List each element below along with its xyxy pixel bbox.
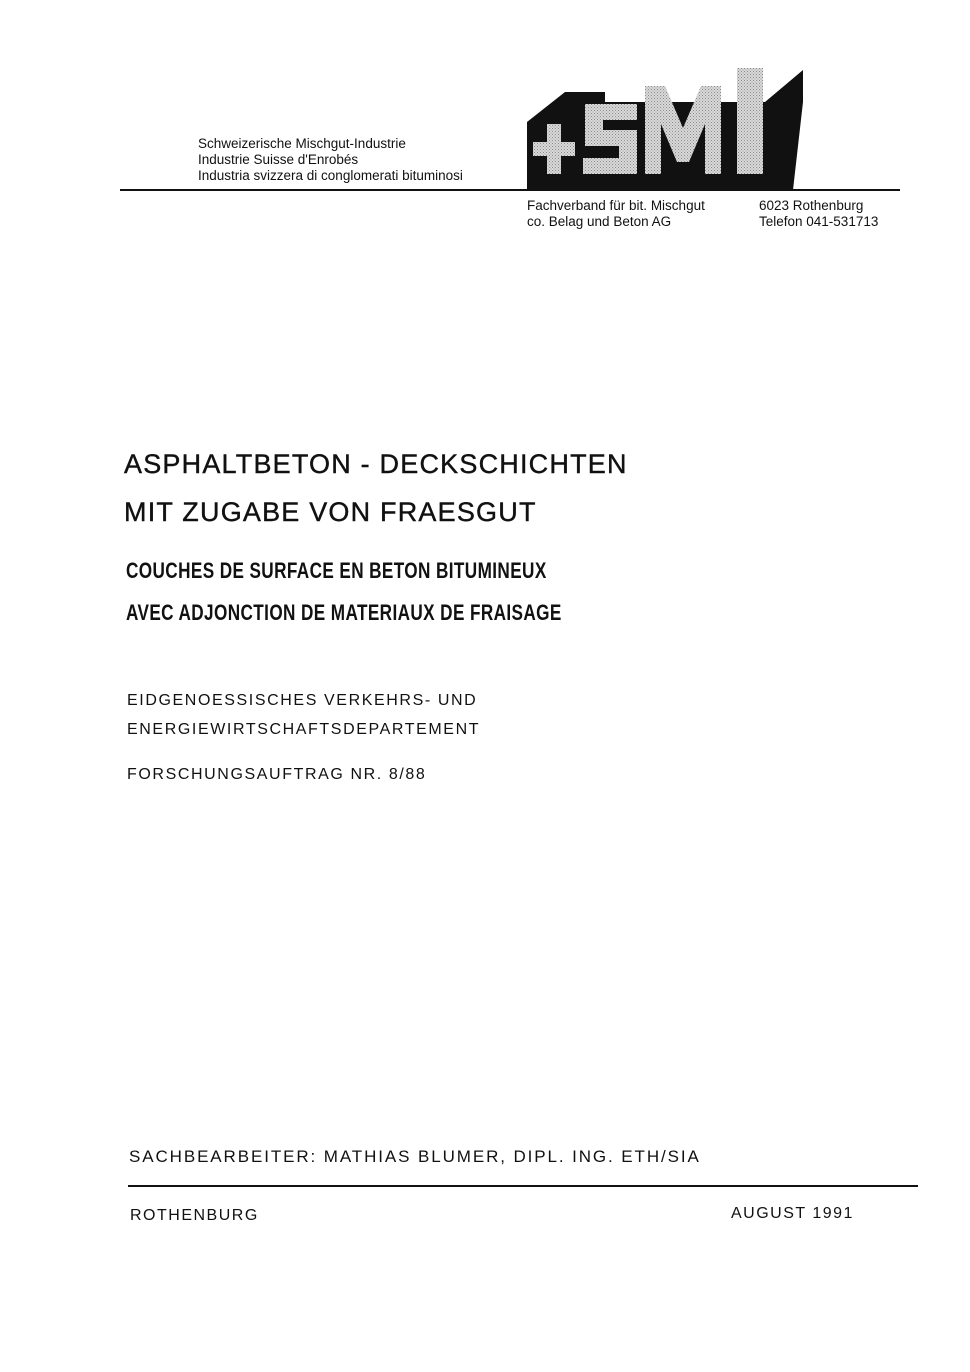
title-french xyxy=(126,550,562,634)
title-french-line-2: AVEC ADJONCTION DE MATERIAUX DE FRAISAGE xyxy=(126,600,562,625)
contact-address: 6023 Rothenburg xyxy=(759,198,864,213)
association-name: Fachverband für bit. Mischgut xyxy=(527,198,705,213)
author-line: SACHBEARBEITER: MATHIAS BLUMER, DIPL. ING. ETH/SIA xyxy=(129,1147,701,1166)
title-german xyxy=(124,440,628,536)
title-french-line-1: COUCHES DE SURFACE EN BETON BITUMINEUX xyxy=(126,558,547,583)
footer-divider xyxy=(128,1185,918,1187)
org-name-it: Industria svizzera di conglomerati bituminosi xyxy=(198,168,463,183)
department-line-1: EIDGENOESSISCHES VERKEHRS- UND xyxy=(127,692,478,709)
department xyxy=(127,686,480,744)
smi-logo xyxy=(525,62,803,190)
organization-names xyxy=(198,136,463,184)
association-company: co. Belag und Beton AG xyxy=(527,214,672,229)
department-line-2: ENERGIEWIRTSCHAFTSDEPARTEMENT xyxy=(127,721,481,738)
contact-info xyxy=(759,198,878,230)
org-name-fr: Industrie Suisse d'Enrobés xyxy=(198,152,359,167)
publication-date: AUGUST 1991 xyxy=(731,1205,854,1222)
title-german-line-2: MIT ZUGABE VON FRAESGUT xyxy=(124,497,537,527)
org-name-de: Schweizerische Mischgut-Industrie xyxy=(198,136,406,151)
title-german-line-1: ASPHALTBETON - DECKSCHICHTEN xyxy=(124,449,628,479)
header-divider xyxy=(120,189,900,191)
contact-phone: Telefon 041-531713 xyxy=(759,214,879,229)
association-info xyxy=(527,198,705,230)
research-order: FORSCHUNGSAUFTRAG NR. 8/88 xyxy=(127,766,427,783)
publication-place: ROTHENBURG xyxy=(130,1207,259,1224)
